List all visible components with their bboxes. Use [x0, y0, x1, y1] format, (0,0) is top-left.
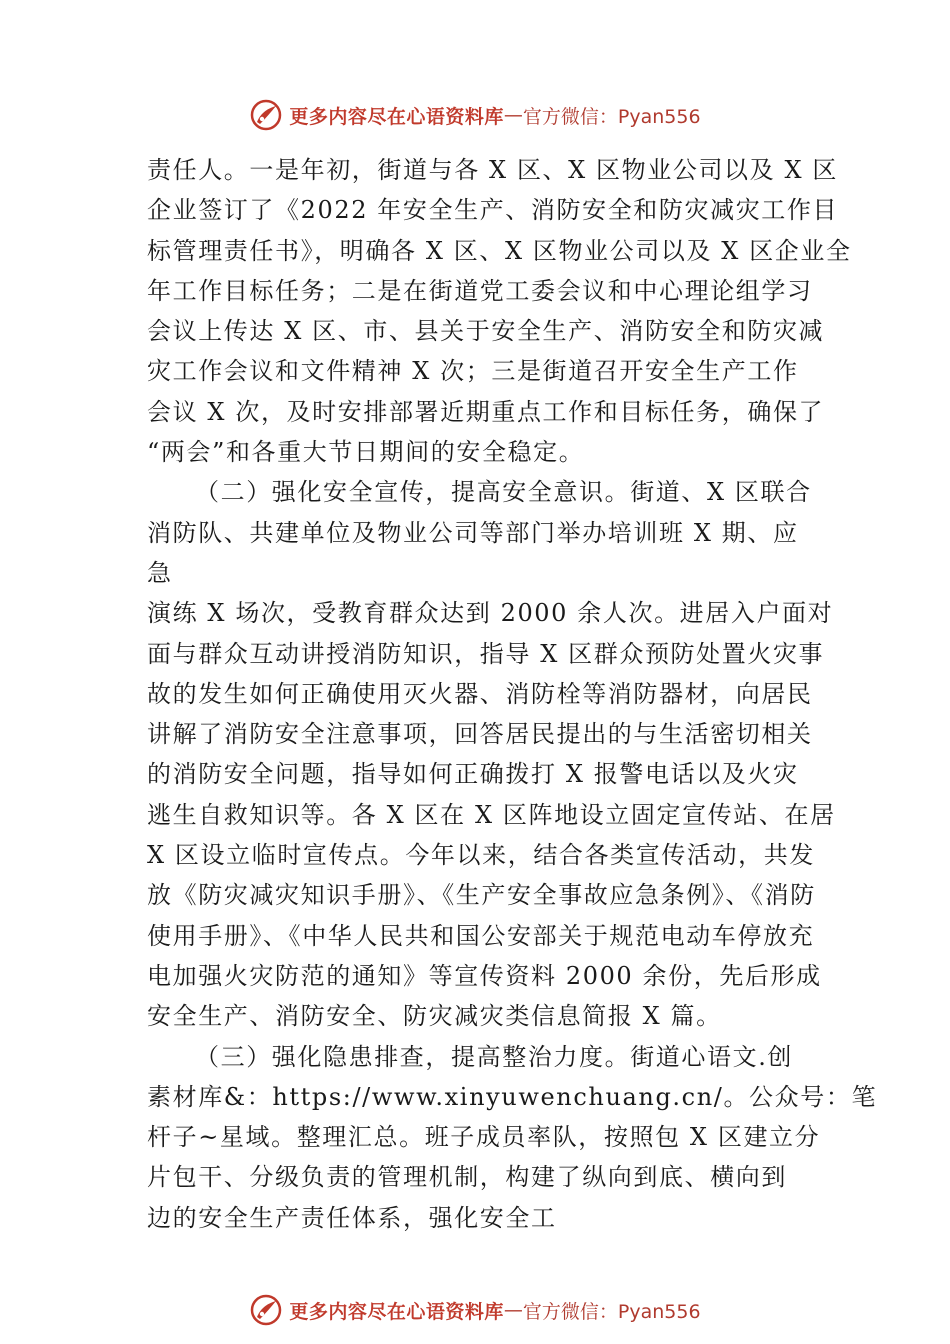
watermark-brand: 更多内容尽在心语资料库 [289, 105, 504, 128]
text-line: “两会”和各重大节日期间的安全稳定。 [147, 438, 585, 467]
text-line: 讲解了消防安全注意事项，回答居民提出的与生活密切相关 [147, 720, 813, 749]
document-body [147, 150, 878, 1238]
text-line: 消防队、共建单位及物业公司等部门举办培训班 X 期、应 [147, 518, 799, 547]
section-heading-line: （三）强化隐患排查，提高整治力度。街道心语文.创 [195, 1042, 794, 1071]
text-line: 杆子~星域。整理汇总。班子成员率队，按照包 X 区建立分 [147, 1123, 821, 1152]
brush-seal-icon [249, 98, 283, 132]
text-line: 急 [147, 558, 173, 587]
text-line: 电加强火灾防范的通知》等宣传资料 2000 余份，先后形成 [147, 961, 822, 990]
text-line: 放《防灾减灾知识手册》、《生产安全事故应急条例》、《消防 [147, 881, 816, 910]
text-line: 灾工作会议和文件精神 X 次；三是街道召开安全生产工作 [147, 357, 799, 386]
text-line: 的消防安全问题，指导如何正确拨打 X 报警电话以及火灾 [147, 760, 799, 789]
text-line: 企业签订了《2022 年安全生产、消防安全和防灾减灾工作目 [147, 196, 839, 225]
text-line: 逃生自救知识等。各 X 区在 X 区阵地设立固定宣传站、在居 [147, 800, 836, 829]
text-line: X 区设立临时宣传点。今年以来，结合各类宣传活动，共发 [147, 841, 815, 870]
text-line: 片包干、分级负责的管理机制，构建了纵向到底、横向到 [147, 1163, 787, 1192]
brush-seal-icon [249, 1293, 283, 1327]
text-line: 责任人。一是年初，街道与各 X 区、X 区物业公司以及 X 区 [147, 156, 839, 184]
text-line: 会议 X 次，及时安排部署近期重点工作和目标任务，确保了 [147, 397, 825, 426]
text-line: 故的发生如何正确使用灭火器、消防栓等消防器材，向居民 [147, 679, 813, 708]
header-watermark [0, 95, 950, 135]
text-line: 面与群众互动讲授消防知识，指导 X 区群众预防处置火灾事 [147, 639, 825, 668]
text-line: 素材库&：https://www.xinyuwenchuang.cn/。公众号：笔 [147, 1082, 878, 1111]
text-line: 安全生产、消防安全、防灾减灾类信息简报 X 篇。 [147, 1002, 722, 1031]
section-heading-line: （二）强化安全宣传，提高安全意识。街道、X 区联合 [195, 478, 812, 507]
watermark-wechat: 官方微信：Pyan556 [522, 1300, 701, 1323]
text-line: 年工作目标任务；二是在街道党工委会议和中心理论组学习 [147, 276, 813, 305]
footer-watermark [0, 1290, 950, 1330]
watermark-brand: 更多内容尽在心语资料库 [289, 1300, 504, 1323]
text-line: 使用手册》、《中华人民共和国公安部关于规范电动车停放充 [147, 921, 815, 950]
text-line: 会议上传达 X 区、市、县关于安全生产、消防安全和防灾减 [147, 317, 825, 346]
watermark-separator: — [503, 104, 523, 126]
text-line: 标管理责任书》，明确各 X 区、X 区物业公司以及 X 区企业全 [147, 236, 852, 265]
text-line: 演练 X 场次，受教育群众达到 2000 余人次。进居入户面对 [147, 599, 834, 628]
watermark-separator: — [503, 1299, 523, 1321]
text-line: 边的安全生产责任体系，强化安全工 [147, 1203, 557, 1232]
watermark-wechat: 官方微信：Pyan556 [522, 105, 701, 128]
